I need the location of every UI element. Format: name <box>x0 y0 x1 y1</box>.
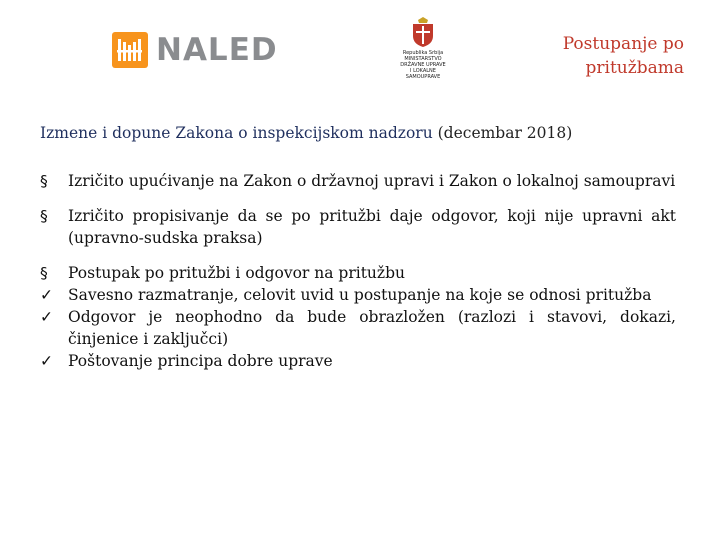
section-bullet-icon: § <box>40 172 48 190</box>
subtitle-main: Izmene i dopune Zakona o inspekcijskom nadzoru <box>40 124 433 142</box>
subtitle-date: (decembar 2018) <box>432 124 573 142</box>
section-bullet-icon: § <box>40 207 48 225</box>
list-item <box>40 170 676 192</box>
list-item-text: Odgovor je neophodno da bude obrazložen (razlozi i stavovi, dokazi, činjenice i zaključci) <box>68 308 676 348</box>
ministry-logo <box>398 16 448 80</box>
list-item <box>40 262 676 284</box>
section-subtitle <box>40 124 572 142</box>
page-title-line1: Postupanje po <box>562 34 684 54</box>
list-item-text: Izričito propisivanje da se po pritužbi daje odgovor, koji nije upravni akt (upravno-sudska praksa) <box>68 207 676 247</box>
list-item-text: Postupak po pritužbi i odgovor na pritužbu <box>68 264 405 282</box>
naled-logo <box>112 30 278 70</box>
checkmark-icon: ✓ <box>40 286 53 304</box>
list-item <box>40 350 676 372</box>
list-item <box>40 284 676 306</box>
list-item <box>40 306 676 350</box>
section-bullet-icon: § <box>40 264 48 282</box>
list-item <box>40 205 676 249</box>
list-item-text: Savesno razmatranje, celovit uvid u postupanje na koje se odnosi pritužba <box>68 286 652 304</box>
bullet-list <box>40 170 676 372</box>
coat-of-arms-icon <box>410 16 436 48</box>
naled-logo-text: NALED <box>156 32 278 68</box>
checkmark-icon: ✓ <box>40 308 53 326</box>
naled-logo-mark <box>112 32 148 68</box>
list-item-text: Poštovanje principa dobre uprave <box>68 352 333 370</box>
page-title-line2: pritužbama <box>585 58 684 78</box>
list-item-text: Izričito upućivanje na Zakon o državnoj upravi i Zakon o lokalnoj samoupravi <box>68 172 676 190</box>
page-title <box>563 32 684 80</box>
checkmark-icon: ✓ <box>40 352 53 370</box>
ministry-logo-text: Republika Srbija MINISTARSTVO DRŽAVNE UPRAVE I LOKALNE SAMOUPRAVE <box>400 50 446 80</box>
